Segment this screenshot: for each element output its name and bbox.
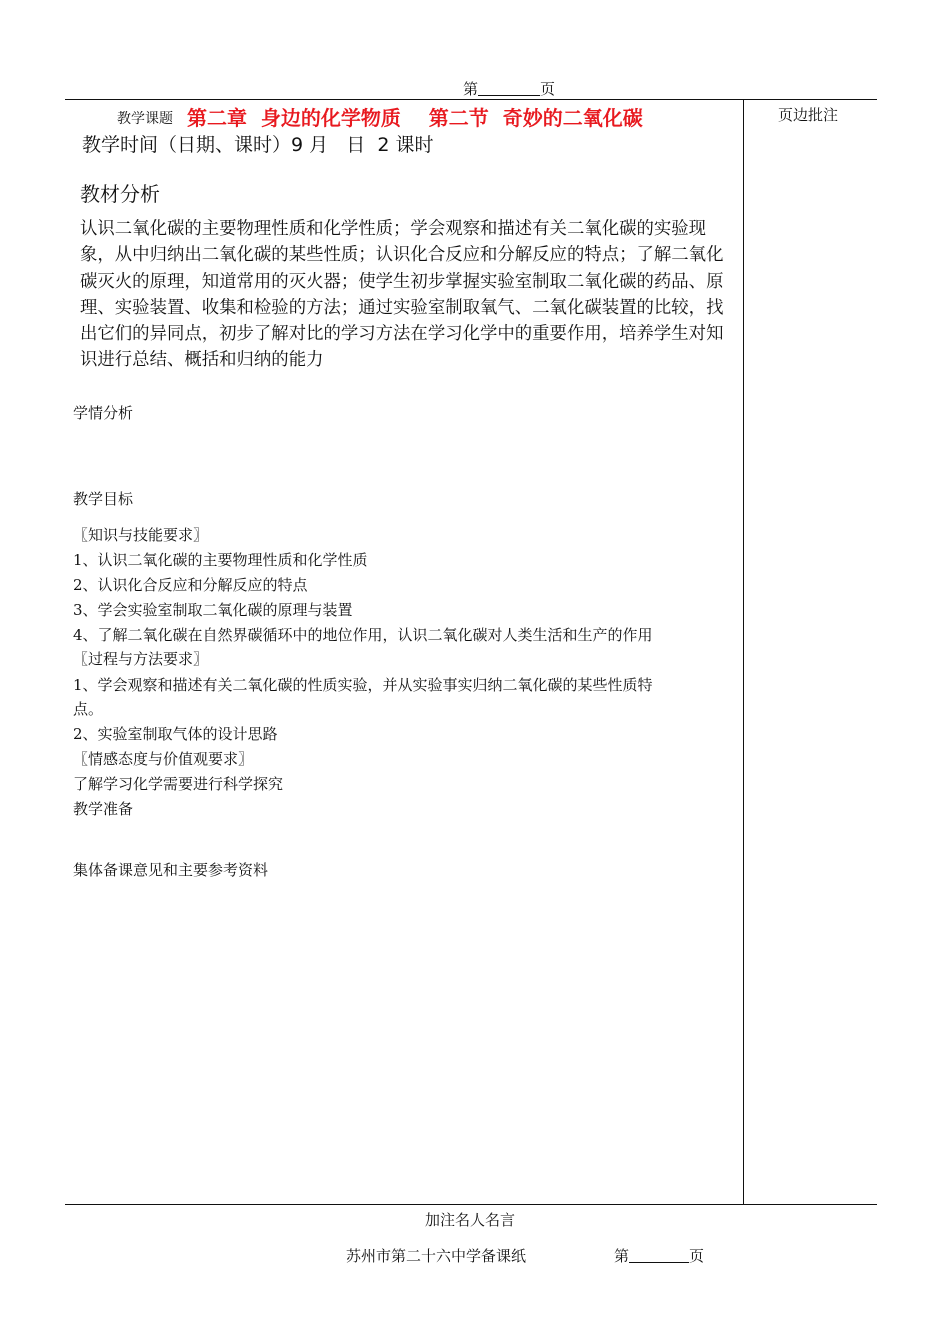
material-analysis-body: 认识二氧化碳的主要物理性质和化学性质；学会观察和描述有关二氧化碳的实验现象，从中归纳出二氧化碳的某些性质；认识化合反应和分解反应的特点；了解二氧化碳灭火的原理，知道常用的灭火器；使学生初步掌握实验室制取二氧化碳的药品、原理、实验装置、收集和检验的方法；通过实验室制取氧气、二氧化碳装置的比较，找出它们的异同点，初步了解对比的学习方法在学习化学中的重要作用，培养学生对知识进行总结、概括和归纳的能力	[80, 219, 724, 371]
material-analysis-heading: 教材分析	[80, 182, 160, 206]
emotion-item: 了解学习化学需要进行科学探究	[73, 775, 284, 793]
margin-note-heading: 页边批注	[778, 106, 839, 124]
preparation-heading: 教学准备	[73, 800, 134, 818]
knowledge-item-1: 1、认识二氧化碳的主要物理性质和化学性质	[73, 551, 368, 569]
process-heading: 〖过程与方法要求〗	[73, 650, 209, 668]
lesson-title: 第二章 身边的化学物质 第二节 奇妙的二氧化碳	[187, 106, 643, 130]
page-number-blank	[478, 81, 540, 96]
footer-page-suffix: 页	[689, 1247, 705, 1265]
collective-prep-heading: 集体备课意见和主要参考资料	[73, 861, 269, 879]
top-rule	[65, 99, 877, 100]
process-item-1b: 点。	[73, 700, 104, 718]
margin-column-divider	[743, 99, 744, 1204]
lesson-title-row	[117, 102, 643, 131]
footer-school: 苏州市第二十六中学备课纸	[346, 1247, 527, 1265]
knowledge-item-3: 3、学会实验室制取二氧化碳的原理与装置	[73, 601, 353, 619]
page-number-header	[463, 78, 555, 99]
lesson-title-label: 教学课题	[117, 111, 173, 127]
footer-page-number	[614, 1245, 704, 1266]
page-suffix: 页	[540, 80, 556, 98]
emotion-heading: 〖情感态度与价值观要求〗	[73, 750, 254, 768]
process-item-1a: 1、学会观察和描述有关二氧化碳的性质实验，并从实验事实归纳二氧化碳的某些性质特	[73, 676, 653, 694]
page-prefix: 第	[463, 80, 479, 98]
knowledge-item-2: 2、认识化合反应和分解反应的特点	[73, 576, 308, 594]
student-analysis-heading: 学情分析	[73, 404, 134, 422]
knowledge-heading: 〖知识与技能要求〗	[73, 526, 209, 544]
process-item-2: 2、实验室制取气体的设计思路	[73, 725, 278, 743]
knowledge-item-4: 4、了解二氧化碳在自然界碳循环中的地位作用，认识二氧化碳对人类生活和生产的作用	[73, 626, 653, 644]
footer-page-blank	[629, 1248, 689, 1263]
objectives-heading: 教学目标	[73, 490, 134, 508]
footer-quote: 加注名人名言	[425, 1211, 516, 1229]
footer-page-prefix: 第	[614, 1247, 630, 1265]
bottom-rule	[65, 1204, 877, 1205]
lesson-time: 教学时间（日期、课时）9 月 日 2 课时	[82, 134, 434, 156]
